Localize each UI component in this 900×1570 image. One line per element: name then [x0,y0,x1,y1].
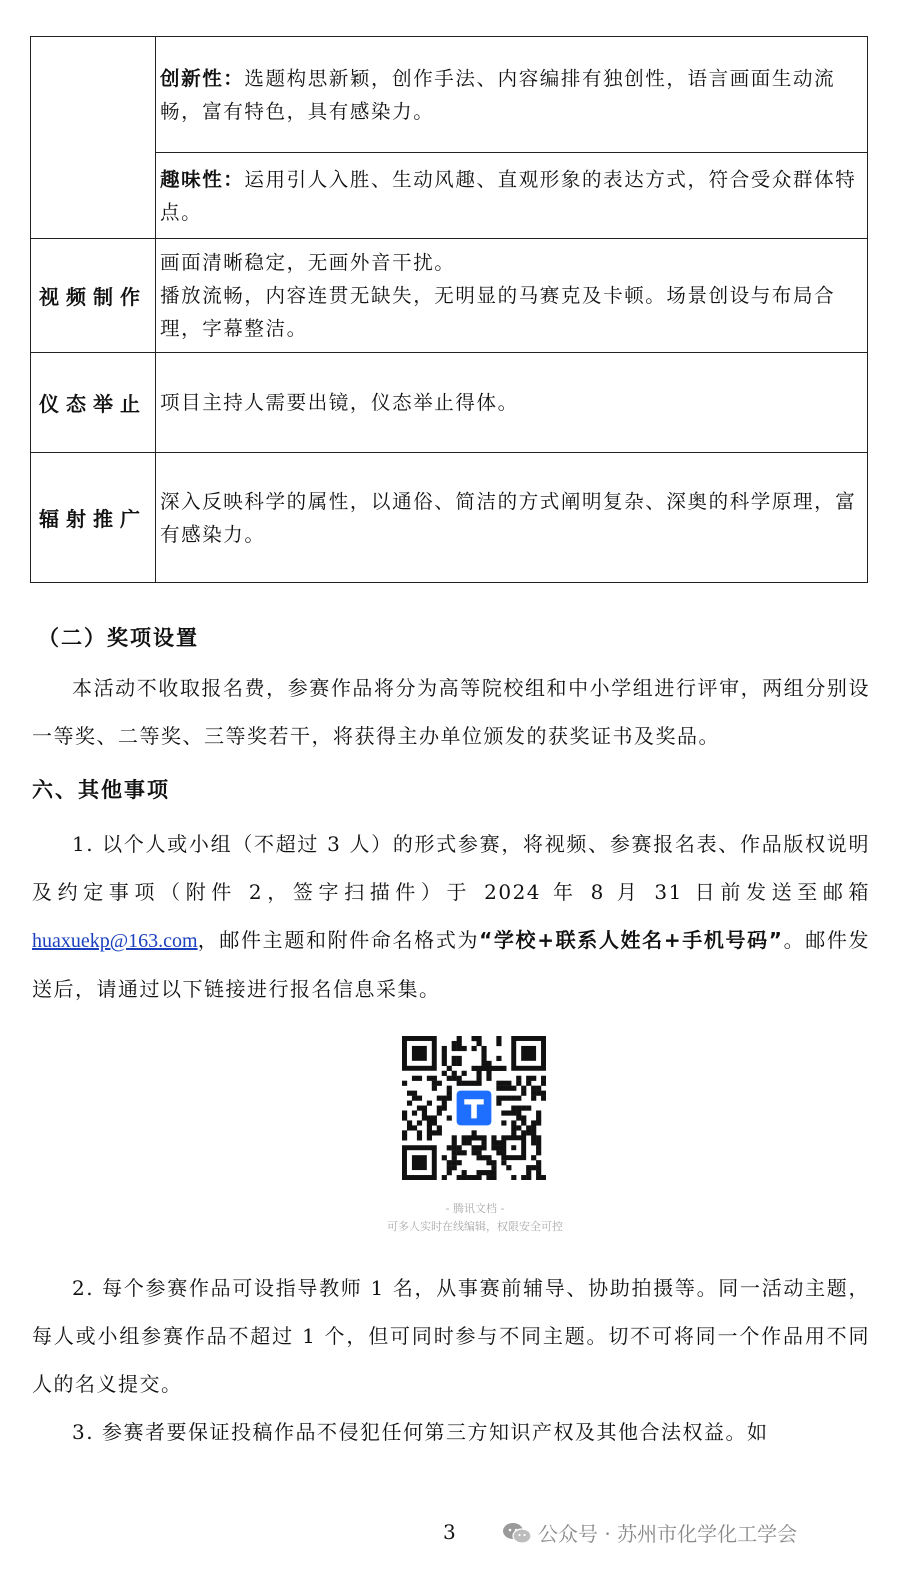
criterion-text: 运用引人入胜、生动风趣、直观形象的表达方式，符合受众群体特点。 [160,167,857,224]
other-heading: 六、其他事项 [32,778,170,802]
criterion-label: 趣味性： [160,167,245,191]
email-link[interactable]: huaxuekp@163.com [32,930,198,952]
category-cell: 辐射推广 [31,453,156,583]
wechat-icon [502,1521,532,1545]
item-1-paragraph [32,820,870,1013]
qr-caption: - 腾讯文档 - [445,1202,505,1215]
registration-qr-code[interactable] [402,1036,546,1180]
qr-caption: 可多人实时在线编辑，权限安全可控 [387,1220,563,1233]
table-row [31,239,868,353]
criterion-label: 创新性： [160,66,245,90]
criterion-text: 播放流畅，内容连贯无缺失，无明显的马赛克及卡顿。场景创设与布局合理，字幕整洁。 [160,284,836,340]
criterion-text: 选题构思新颖，创作手法、内容编排有独创性，语言画面生动流畅，富有特色，具有感染力。 [160,66,836,123]
criterion-cell [156,239,868,353]
criterion-cell [156,37,868,153]
criterion-cell [156,153,868,239]
page-number: 3 [443,1520,456,1544]
criteria-table [30,36,868,583]
item-2-paragraph: 2. 每个参赛作品可设指导教师 1 名，从事赛前辅导、协助拍摄等。同一活动主题，每人或小组参赛作品不超过 1 个，但可同时参与不同主题。切不可将同一个作品用不同人的名义提交。 [32,1276,870,1396]
table-row [31,37,868,153]
category-cell [31,37,156,239]
qr-code-icon[interactable] [402,1036,546,1180]
criterion-text: 项目主持人需要出镜，仪态举止得体。 [160,391,519,414]
item-3-paragraph: 3. 参赛者要保证投稿作品不侵犯任何第三方知识产权及其他合法权益。如 [72,1420,769,1444]
naming-format: “学校+联系人姓名+手机号码” [479,928,784,952]
table-row [31,353,868,453]
item-1-text: 。邮件发送后，请通过以下链接进行报名信息采集。 [32,928,871,1001]
category-cell: 仪态举止 [31,353,156,453]
category-cell: 视频制作 [31,239,156,353]
criterion-cell [156,453,868,583]
criterion-text: 画面清晰稳定，无画外音干扰。 [160,251,456,274]
table-row [31,453,868,583]
watermark-text: 公众号 · 苏州市化学化工学会 [538,1522,798,1546]
item-1-text: ，邮件主题和附件命名格式为 [197,928,480,952]
award-heading: （二）奖项设置 [38,625,199,650]
table-row [31,153,868,239]
criterion-text: 深入反映科学的属性，以通俗、简洁的方式阐明复杂、深奥的科学原理，富有感染力。 [160,489,857,546]
criterion-cell [156,353,868,453]
award-paragraph: 本活动不收取报名费，参赛作品将分为高等院校组和中小学组进行评审，两组分别设一等奖、二等奖、三等奖若干，将获得主办单位颁发的获奖证书及奖品。 [32,676,870,748]
item-1-text: 1. 以个人或小组（不超过 3 人）的形式参赛，将视频、参赛报名表、作品版权说明及约定事项（附件 2，签字扫描件）于 2024 年 8 月 31 日前发送至邮箱 [32,832,870,904]
watermark [502,1518,797,1547]
